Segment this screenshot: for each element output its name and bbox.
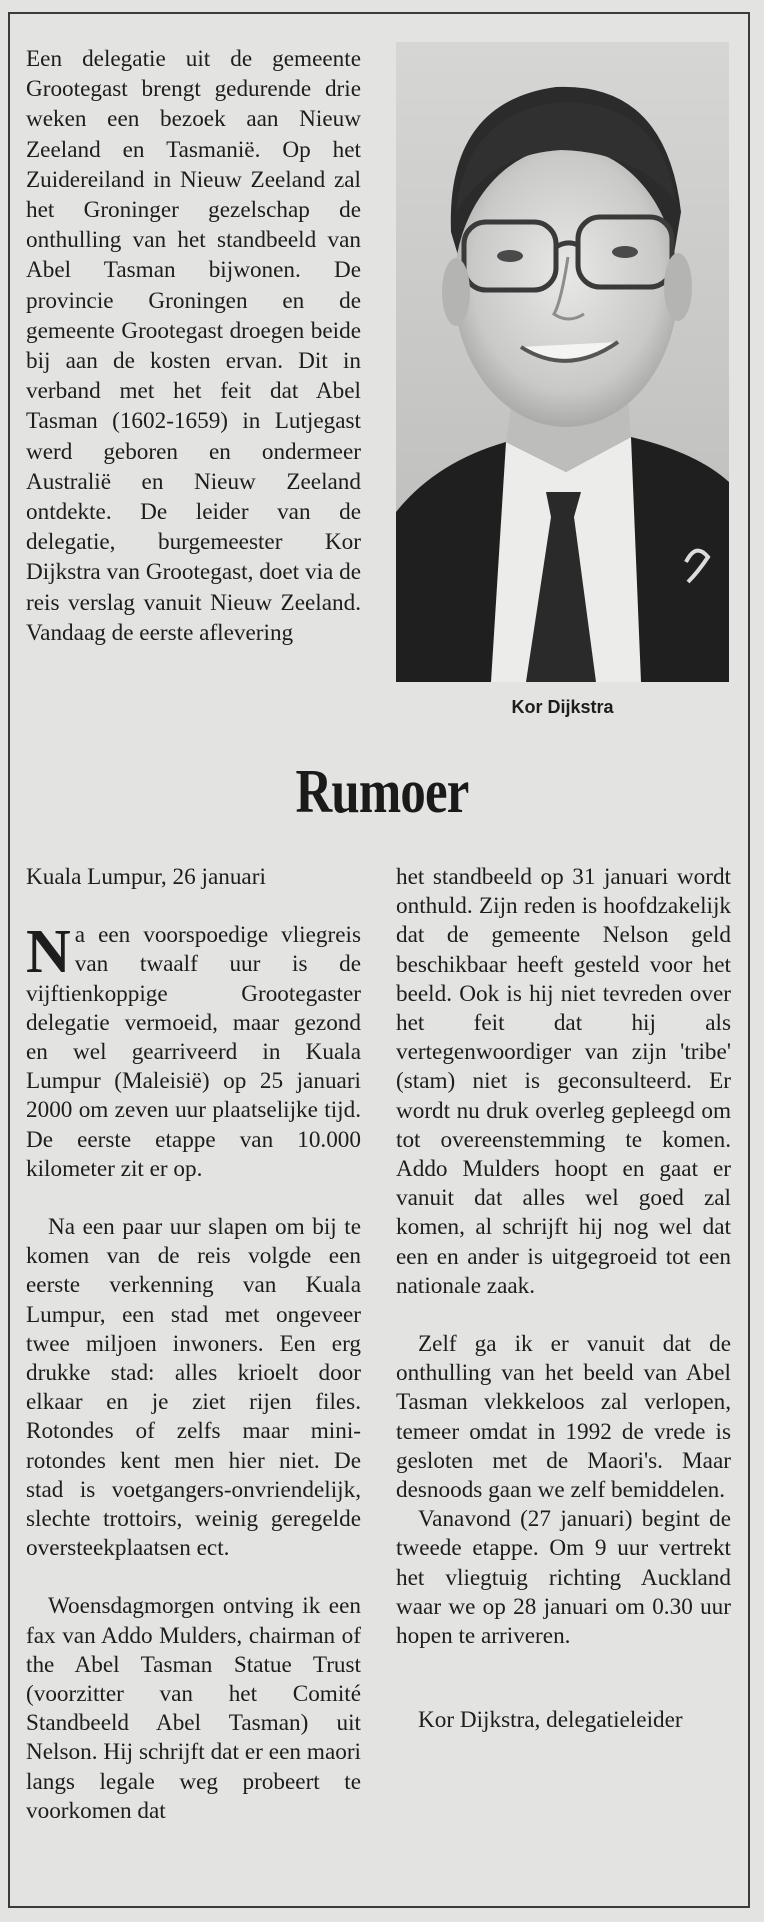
- intro-paragraph: [26, 44, 361, 648]
- headline: Rumoer: [295, 758, 469, 826]
- paragraph-3: Woensdagmorgen ontving ik een fax van Addo Mulders, chairman of the Abel Tasman Statue Trust (voorzitter van het Comité Standbeeld Abel Tasman) uit Nelson. Hij schrijft dat er een maori langs legale weg probeert te voorkomen dat: [26, 1593, 361, 1824]
- drop-cap: N: [26, 918, 71, 987]
- intro-text: Een delegatie uit de gemeente Grootegast brengt gedurende drie weken een bezoek aan Nieuw Zeeland en Tasmanië. Op het Zuidereiland in Nieuw Zeeland zal het Groninger gezelschap de onthulling van het standbeeld van Abel Tasman bijwonen. De provincie Groningen en de gemeente Grootegast droegen beide bij aan de kosten ervan. Dit in verband met het feit dat Abel Tasman (1602-1659) in Lutjegast werd geboren en ondermeer Australië en Nieuw Zeeland ontdekte. De leider van de delegatie, burgemeester Kor Dijkstra van Grootegast, doet via de reis verslag vanuit Nieuw Zeeland. Vandaag de eerste aflevering: [26, 46, 361, 646]
- photo-caption: Kor Dijkstra: [511, 697, 614, 717]
- portrait-photo: [396, 42, 729, 682]
- column-left: [26, 863, 361, 1826]
- paragraph-6: Vanavond (27 januari) begint de tweede etappe. Om 9 uur vertrekt het vliegtuig richting Auckland waar we op 28 januari om 0.30 uur hopen te arriveren.: [396, 1506, 731, 1650]
- paragraph-5: Zelf ga ik er vanuit dat de onthulling van het beeld van Abel Tasman vlekkeloos zal verlopen, temeer omdat in 1992 de vrede is gesloten met de Maori's. Maar desnoods gaan we zelf bemiddelen.: [396, 1331, 731, 1504]
- portrait-image: [396, 42, 729, 682]
- column-right: [396, 863, 731, 1735]
- paragraph-1-text: a een voorspoedige vliegreis van twaalf uur is de vijftienkoppige Grootegaster delegatie vermoeid, maar gezond en wel gearriveerd in Kuala Lumpur (Maleisië) op 25 januari 2000 om zeven uur plaatselijke tijd. De eerste etappe van 10.000 kilometer zit er op.: [26, 922, 361, 1182]
- paragraph-2: Na een paar uur slapen om bij te komen van de reis volgde een eerste verkenning van Kuala Lumpur, een stad met ongeveer twee miljoen inwoners. Een erg drukke stad: alles krioelt door elkaar en je ziet rijen files. Rotondes of zelfs maar mini-rotondes kent men hier niet. De stad is voetgangers-onvriendelijk, slechte trottoirs, weinig geregelde oversteekplaatsen ect.: [26, 1214, 361, 1562]
- paragraph-4: het standbeeld op 31 januari wordt onthuld. Zijn reden is hoofdzakelijk dat de gemeente Nelson geld beschikbaar heeft gesteld voor het beeld. Ook is hij niet tevreden over het feit dat hij als vertegenwoordiger van zijn 'tribe' (stam) niet is geconsulteerd. Er wordt nu druk overleg gepleegd om tot overeenstemming te komen. Addo Mulders hoopt en gaat er vanuit dat alles wel goed zal komen, al schrijft hij nog wel dat een en ander is uitgegroeid tot een nationale zaak.: [396, 864, 731, 1299]
- signature: Kor Dijkstra, delegatieleider: [418, 1707, 683, 1734]
- dateline: Kuala Lumpur, 26 januari: [26, 864, 266, 890]
- paragraph-1: [26, 918, 361, 1184]
